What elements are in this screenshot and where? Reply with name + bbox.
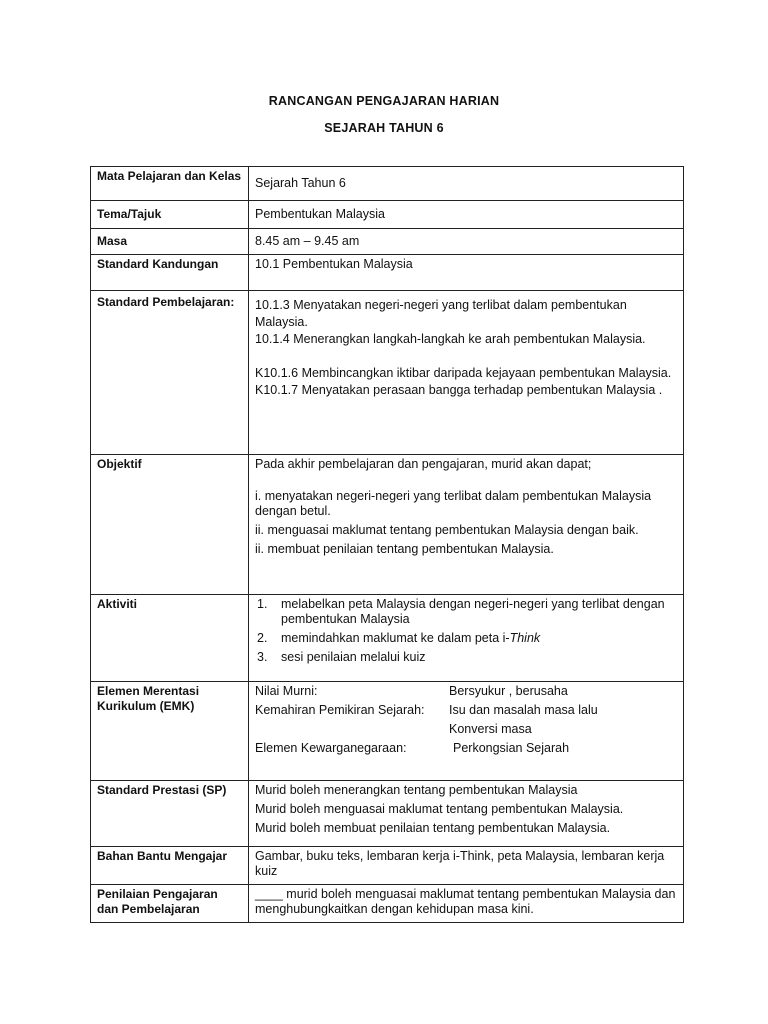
row-masa	[91, 229, 684, 255]
sp-item: 10.1.3 Menyatakan negeri-negeri yang terlibat dalam pembentukan Malaysia.	[255, 298, 627, 329]
objektif-intro: Pada akhir pembelajaran dan pengajaran, murid akan dapat;	[255, 457, 592, 471]
label-aktiviti: Aktiviti	[91, 595, 249, 682]
objektif-item: ii. membuat penilaian tentang pembentukan Malaysia.	[255, 542, 554, 556]
emk-line: Elemen Kewarganegaraan: Perkongsian Sejarah	[255, 741, 570, 755]
prestasi-item: Murid boleh membuat penilaian tentang pembentukan Malaysia.	[255, 821, 611, 835]
value-objektif	[249, 455, 684, 595]
value-penilaian: ____ murid boleh menguasai maklumat tentang pembentukan Malaysia dan menghubungkaitkan dengan kehidupan masa kini.	[249, 885, 684, 923]
emk-line: Nilai Murni: Bersyukur , berusaha	[255, 684, 568, 698]
sp-item: 10.1.4 Menerangkan langkah-langkah ke arah pembentukan Malaysia.	[255, 332, 646, 346]
label-penilaian: Penilaian Pengajaran dan Pembelajaran	[91, 885, 249, 923]
objektif-item: ii. menguasai maklumat tentang pembentukan Malaysia dengan baik.	[255, 523, 639, 537]
sp-item: K10.1.7 Menyatakan perasaan bangga terhadap pembentukan Malaysia .	[255, 383, 663, 397]
value-standard-pembelajaran	[249, 291, 684, 455]
row-standard-pembelajaran	[91, 291, 684, 455]
row-emk	[91, 682, 684, 781]
aktiviti-item: 3. sesi penilaian melalui kuiz	[257, 650, 426, 664]
objektif-item: i. menyatakan negeri-negeri yang terlibat dalam pembentukan Malaysia dengan betul.	[255, 489, 652, 518]
emk-line: Kemahiran Pemikiran Sejarah: Isu dan masalah masa lalu	[255, 703, 598, 717]
prestasi-item: Murid boleh menguasai maklumat tentang pembentukan Malaysia.	[255, 802, 624, 816]
label-tema: Tema/Tajuk	[91, 201, 249, 229]
lesson-plan-table	[90, 166, 684, 923]
row-standard-kandungan	[91, 255, 684, 291]
value-standard-prestasi	[249, 781, 684, 847]
aktiviti-item: 2. memindahkan maklumat ke dalam peta i-Think	[257, 631, 541, 645]
aktiviti-item: 1. melabelkan peta Malaysia dengan negeri-negeri yang terlibat dengan pembentukan Malaysia	[257, 597, 665, 626]
prestasi-item: Murid boleh menerangkan tentang pembentukan Malaysia	[255, 783, 578, 797]
value-masa: 8.45 am – 9.45 am	[249, 229, 684, 255]
document-subtitle: SEJARAH TAHUN 6	[324, 121, 444, 135]
row-objektif	[91, 455, 684, 595]
row-tema	[91, 201, 684, 229]
row-mata-pelajaran	[91, 167, 684, 201]
label-objektif: Objektif	[91, 455, 249, 595]
row-standard-prestasi	[91, 781, 684, 847]
value-standard-kandungan: 10.1 Pembentukan Malaysia	[249, 255, 684, 291]
emk-line: Konversi masa	[449, 722, 532, 736]
label-bahan-bantu: Bahan Bantu Mengajar	[91, 847, 249, 885]
label-standard-pembelajaran: Standard Pembelajaran:	[91, 291, 249, 455]
value-mata-pelajaran: Sejarah Tahun 6	[249, 167, 684, 201]
value-emk	[249, 682, 684, 781]
label-standard-prestasi: Standard Prestasi (SP)	[91, 781, 249, 847]
aktiviti-list	[255, 597, 677, 665]
value-bahan-bantu: Gambar, buku teks, lembaran kerja i-Think, peta Malaysia, lembaran kerja kuiz	[249, 847, 684, 885]
row-aktiviti	[91, 595, 684, 682]
document-title: RANCANGAN PENGAJARAN HARIAN	[268, 94, 500, 108]
value-tema: Pembentukan Malaysia	[249, 201, 684, 229]
label-standard-kandungan: Standard Kandungan	[91, 255, 249, 291]
label-emk: Elemen Merentasi Kurikulum (EMK)	[91, 682, 249, 781]
sp-item: K10.1.6 Membincangkan iktibar daripada kejayaan pembentukan Malaysia.	[255, 366, 672, 380]
label-masa: Masa	[91, 229, 249, 255]
row-penilaian	[91, 885, 684, 923]
value-aktiviti	[249, 595, 684, 682]
label-mata-pelajaran: Mata Pelajaran dan Kelas	[91, 167, 249, 201]
row-bahan-bantu	[91, 847, 684, 885]
